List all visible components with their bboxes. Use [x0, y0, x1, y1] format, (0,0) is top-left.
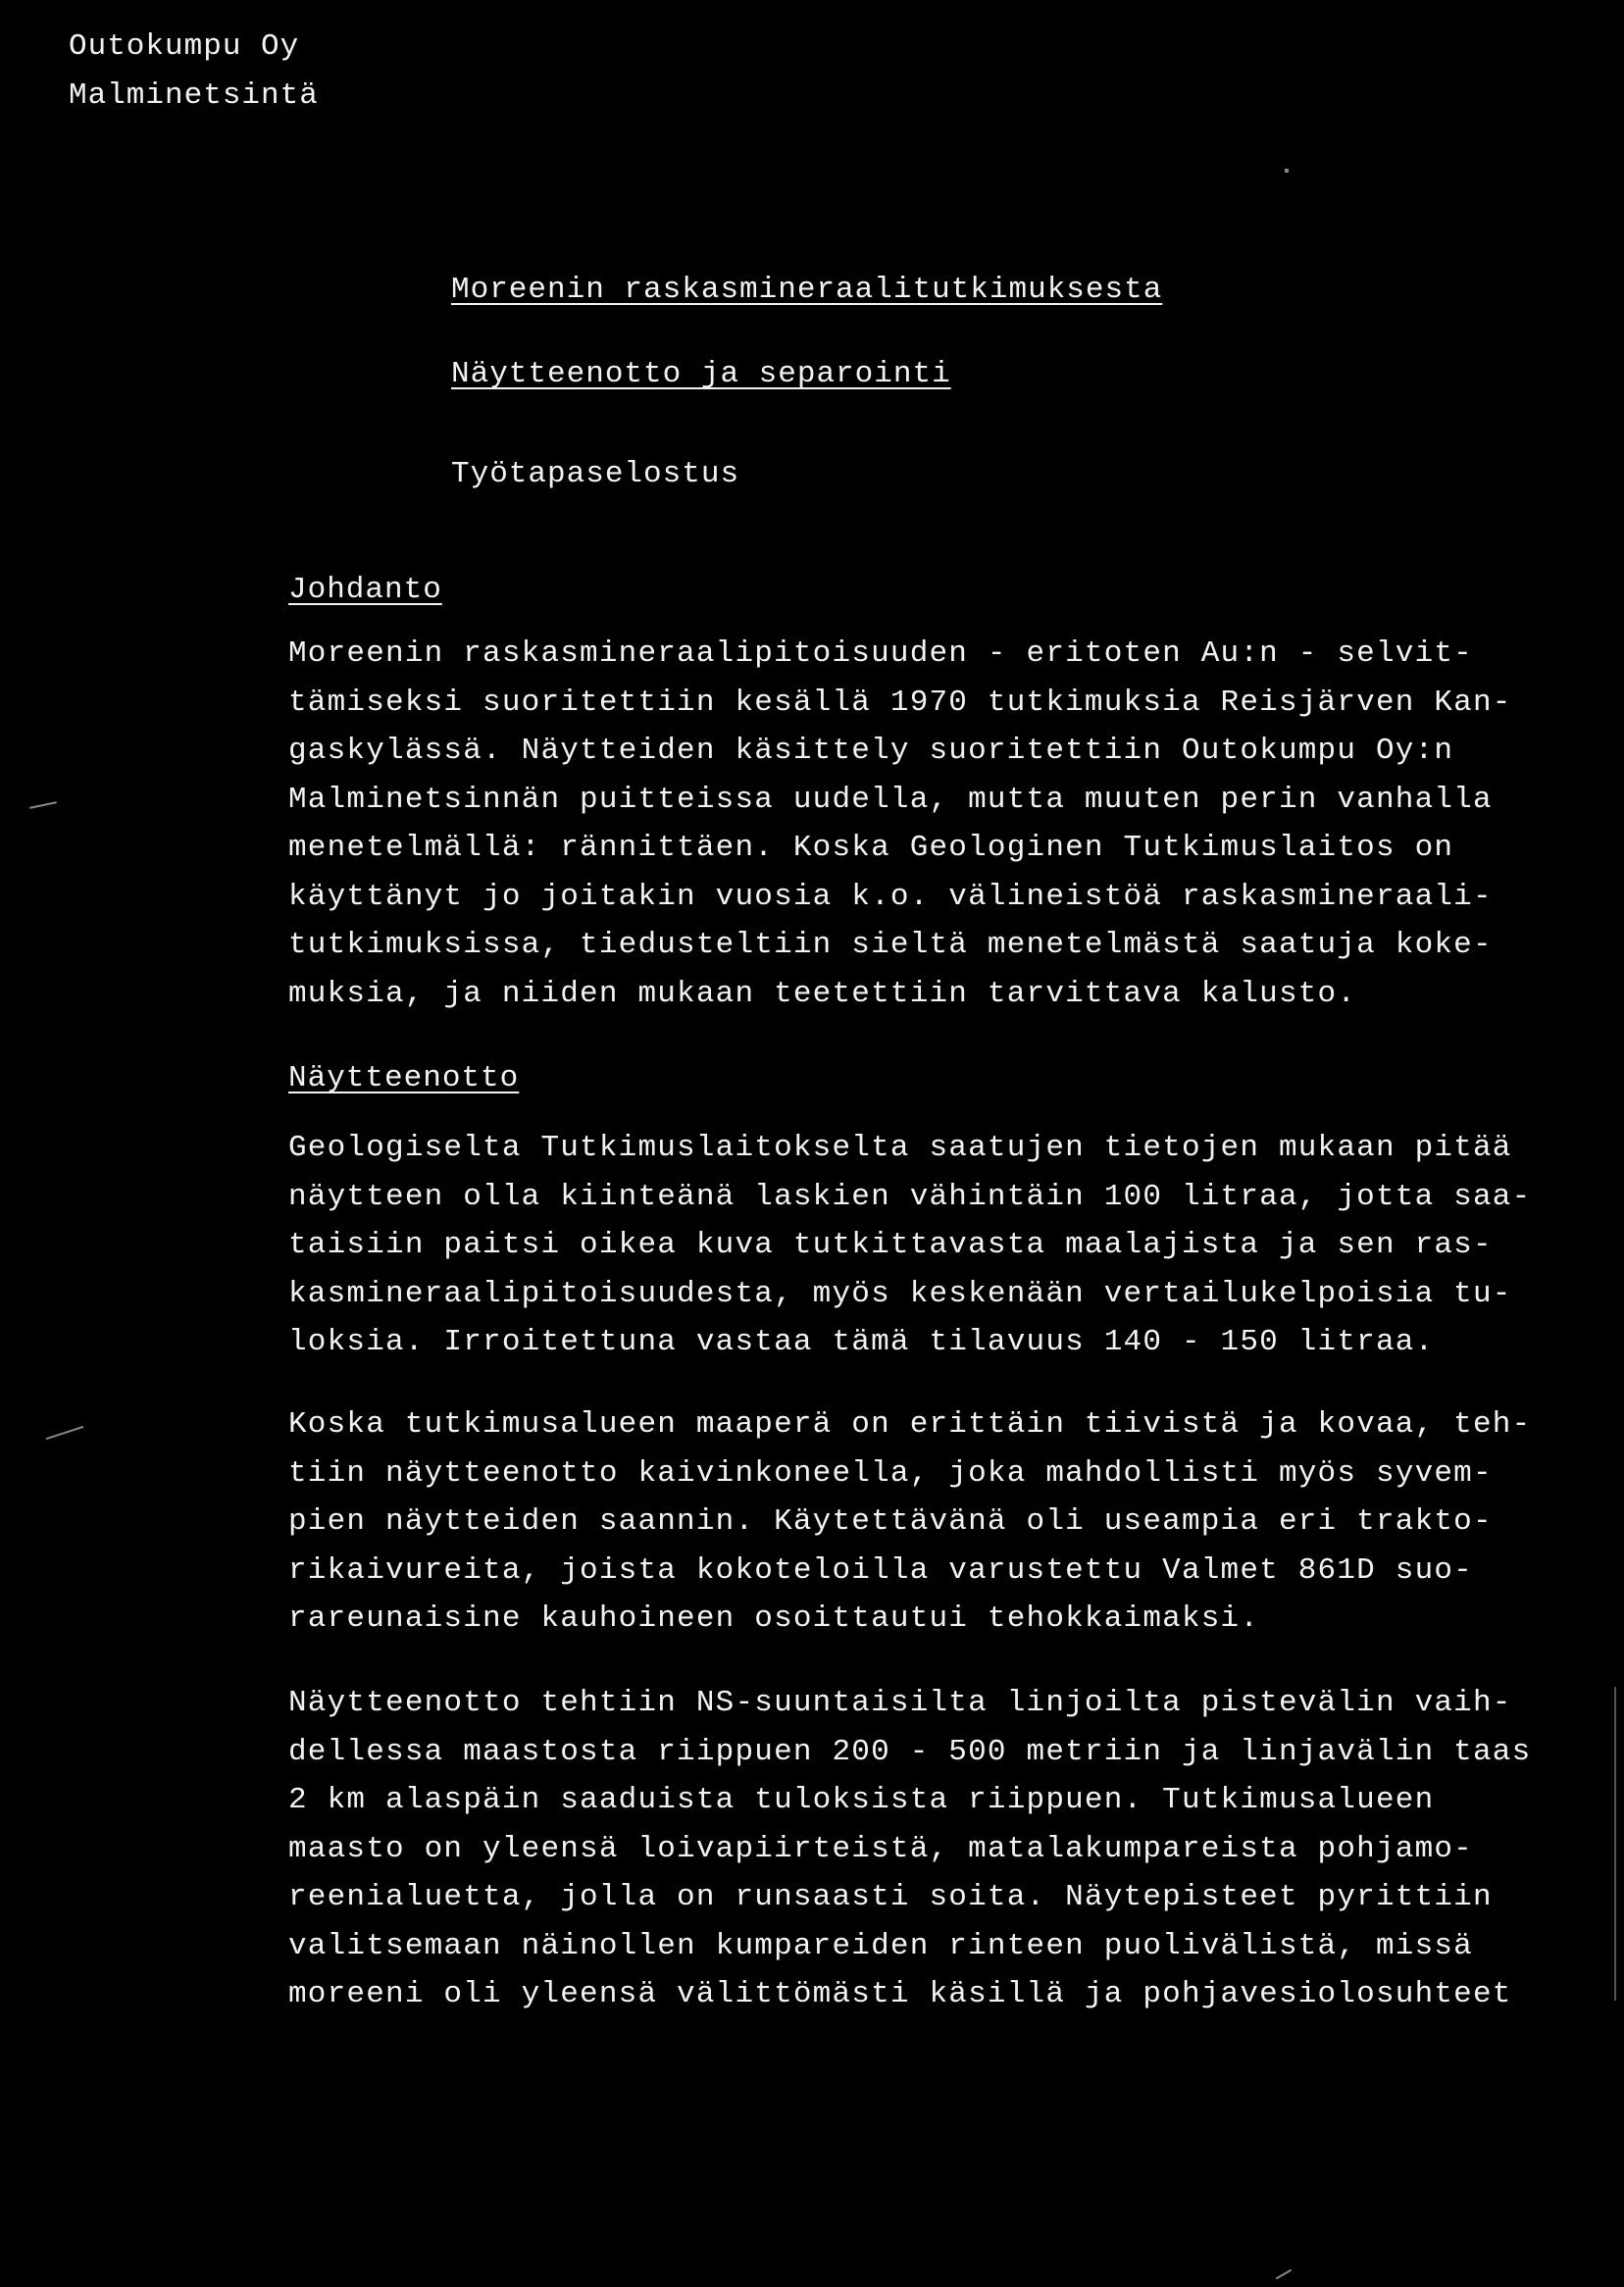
section-heading-sampling: Näytteenotto [288, 1061, 520, 1095]
paragraph-line: Koska tutkimusalueen maaperä on erittäin tiivistä ja kovaa, teh- [288, 1407, 1532, 1442]
document-title: Moreenin raskasmineraalitutkimuksesta [451, 273, 1163, 307]
paragraph-line: menetelmällä: rännittäen. Koska Geologinen Tutkimuslaitos on [288, 831, 1454, 865]
document-subtitle: Näytteenotto ja separointi [451, 357, 951, 391]
paragraph-line: tutkimuksissa, tiedusteltiin sieltä menetelmästä saatuja koke- [288, 928, 1493, 962]
scan-mark [46, 1426, 84, 1440]
paragraph-line: rareunaisine kauhoineen osoittautui tehokkaimaksi. [288, 1601, 1260, 1636]
paragraph-line: pien näytteiden saannin. Käytettävänä oli useampia eri trakto- [288, 1504, 1493, 1539]
paragraph-line: reenialuetta, jolla on runsaasti soita. Näytepisteet pyrittiin [288, 1880, 1493, 1914]
section-heading-intro: Johdanto [288, 573, 442, 607]
scan-mark [29, 801, 57, 809]
paragraph-line: muksia, ja niiden mukaan teetettiin tarvittava kalusto. [288, 976, 1357, 1011]
paragraph-line: rikaivureita, joista kokoteloilla varustettu Valmet 861D suo- [288, 1552, 1473, 1588]
intro-paragraph [288, 630, 1593, 1018]
sampling-paragraph-1 [288, 1124, 1593, 1367]
scan-mark [1285, 169, 1289, 173]
paragraph-line: tämiseksi suoritettiin kesällä 1970 tutkimuksia Reisjärven Kan- [288, 685, 1512, 720]
paragraph-line: tiin näytteenotto kaivinkoneella, joka mahdollisti myös syvem- [288, 1455, 1493, 1491]
sampling-paragraph-3 [288, 1679, 1593, 2019]
paragraph-line: Moreenin raskasmineraalipitoisuuden - eritoten Au:n - selvit- [288, 636, 1473, 671]
paragraph-line: kasmineraalipitoisuudesta, myös keskenään vertailukelpoisia tu- [288, 1276, 1512, 1311]
department-name: Malminetsintä [69, 78, 319, 113]
paragraph-line: Näytteenotto tehtiin NS-suuntaisilta linjoilta pistevälin vaih- [288, 1686, 1512, 1720]
paragraph-line: maasto on yleensä loivapiirteistä, matalakumpareista pohjamo- [288, 1831, 1473, 1866]
paragraph-line: Geologiselta Tutkimuslaitokselta saatujen tietojen mukaan pitää [288, 1131, 1512, 1165]
document-type: Työtapaselostus [451, 457, 740, 491]
company-name: Outokumpu Oy [69, 29, 300, 64]
paragraph-line: näytteen olla kiinteänä laskien vähintäin 100 litraa, jotta saa- [288, 1179, 1532, 1214]
margin-rule [1614, 1687, 1616, 2001]
paragraph-line: Malminetsinnän puitteissa uudella, mutta muuten perin vanhalla [288, 782, 1493, 817]
paragraph-line: dellessa maastosta riippuen 200 - 500 metriin ja linjavälin taas [288, 1734, 1532, 1769]
sampling-paragraph-2 [288, 1400, 1593, 1644]
paragraph-line: gaskylässä. Näytteiden käsittely suoritettiin Outokumpu Oy:n [288, 734, 1454, 768]
paragraph-line: loksia. Irroitettuna vastaa tämä tilavuus 140 - 150 litraa. [288, 1325, 1435, 1359]
paragraph-line: moreeni oli yleensä välittömästi käsillä ja pohjavesiolosuhteet [288, 1977, 1512, 2011]
paragraph-line: 2 km alaspäin saaduista tuloksista riippuen. Tutkimusalueen [288, 1783, 1435, 1817]
scan-mark [1276, 2269, 1293, 2280]
paragraph-line: käyttänyt jo joitakin vuosia k.o. välineistöä raskasmineraali- [288, 879, 1493, 914]
paragraph-line: taisiin paitsi oikea kuva tutkittavasta maalajista ja sen ras- [288, 1228, 1493, 1262]
paragraph-line: valitsemaan näinollen kumpareiden rinteen puolivälistä, missä [288, 1928, 1473, 1963]
